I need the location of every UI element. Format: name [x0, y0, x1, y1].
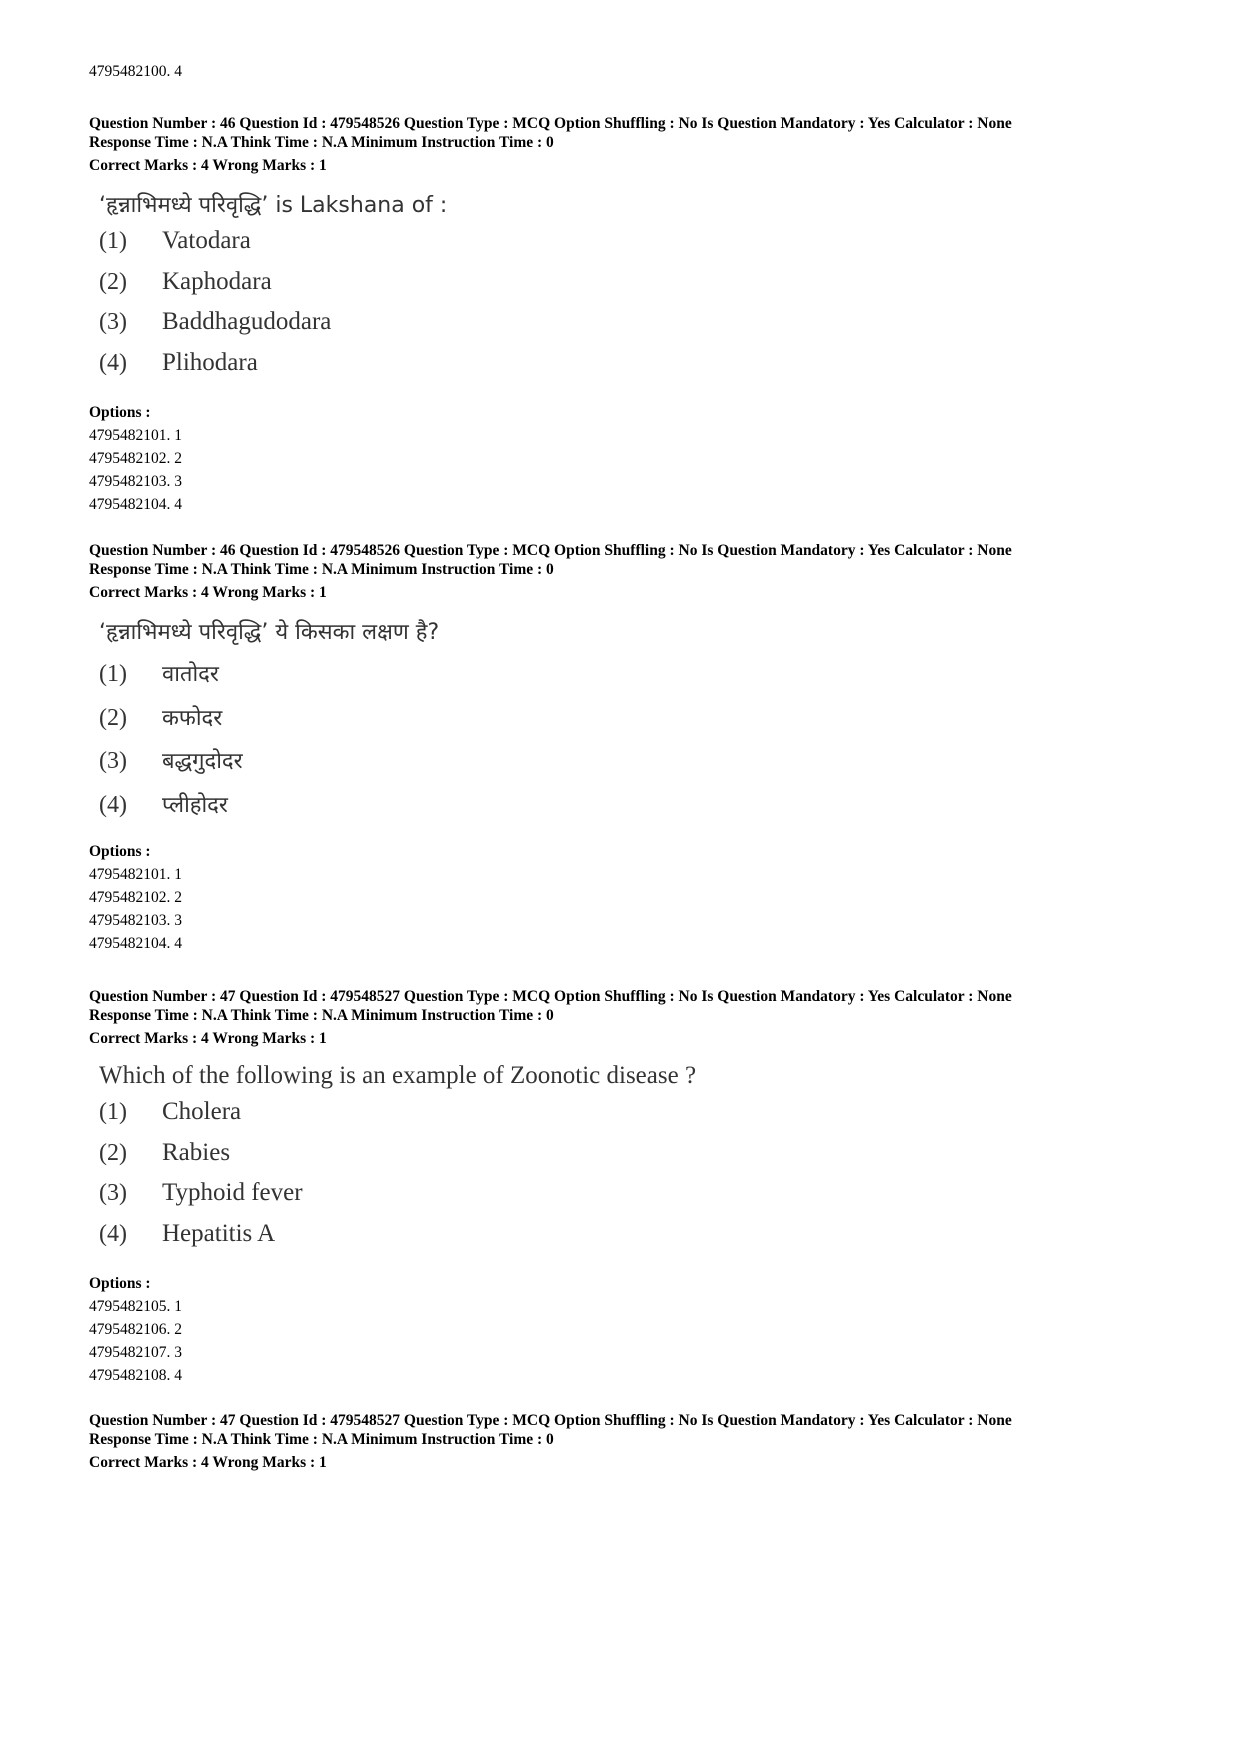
- options-label: Options :: [89, 843, 151, 860]
- choice-text: वातोदर: [162, 662, 219, 687]
- choice-item: [99, 1098, 1012, 1139]
- option-id-line: 4795482106. 2: [89, 1321, 182, 1338]
- option-id-line: 4795482101. 1: [89, 427, 182, 444]
- option-id-line: 4795482101. 1: [89, 866, 182, 883]
- choice-item: [99, 308, 1012, 349]
- question-meta-line: Question Number : 46 Question Id : 479548526 Question Type : MCQ Option Shuffling : No Is Question Mandatory : Yes Calculator : None: [89, 115, 1012, 132]
- question-stem: ‘हृन्नाभिमध्ये परिवृद्धि’ is Lakshana of :: [99, 193, 448, 218]
- question-timing-line: Response Time : N.A Think Time : N.A Minimum Instruction Time : 0: [89, 1431, 554, 1448]
- option-id-line: 4795482102. 2: [89, 889, 182, 906]
- question-meta-line: Question Number : 47 Question Id : 479548527 Question Type : MCQ Option Shuffling : No Is Question Mandatory : Yes Calculator : None: [89, 1412, 1012, 1429]
- choice-text: Hepatitis A: [162, 1219, 276, 1247]
- choice-number: (3): [99, 1180, 127, 1206]
- option-id-line: 4795482104. 4: [89, 935, 182, 952]
- choice-text: बद्धगुदोदर: [162, 749, 243, 774]
- choice-item: [99, 702, 1012, 746]
- choice-item: [99, 268, 1012, 309]
- option-id-line: 4795482105. 1: [89, 1298, 182, 1315]
- choice-number: (2): [99, 1139, 127, 1166]
- options-label: Options :: [89, 404, 151, 421]
- choice-number: (2): [99, 268, 127, 295]
- choice-item: [99, 349, 1012, 390]
- choice-item: [99, 789, 1012, 833]
- choice-number: (1): [99, 228, 127, 254]
- choice-item: [99, 227, 1012, 268]
- choice-item: [99, 1179, 1012, 1220]
- choice-item: [99, 745, 1012, 789]
- options-label: Options :: [89, 1275, 151, 1292]
- choice-text: Cholera: [162, 1098, 242, 1125]
- question-meta-line: Question Number : 46 Question Id : 479548526 Question Type : MCQ Option Shuffling : No Is Question Mandatory : Yes Calculator : None: [89, 542, 1012, 559]
- question-block-46-en: [89, 114, 1012, 516]
- choice-text: Rabies: [162, 1138, 231, 1166]
- choice-text: Typhoid fever: [162, 1179, 303, 1206]
- question-timing-line: Response Time : N.A Think Time : N.A Minimum Instruction Time : 0: [89, 561, 554, 578]
- question-meta-line: Question Number : 47 Question Id : 479548527 Question Type : MCQ Option Shuffling : No Is Question Mandatory : Yes Calculator : None: [89, 988, 1012, 1005]
- choice-number: (2): [99, 704, 127, 731]
- option-id-line: 4795482107. 3: [89, 1344, 182, 1361]
- choice-number: (1): [99, 661, 127, 687]
- choice-number: (4): [99, 1220, 127, 1247]
- choice-number: (3): [99, 748, 127, 774]
- question-stem: ‘हृन्नाभिमध्ये परिवृद्धि’ ये किसका लक्षण है?: [99, 620, 440, 645]
- question-timing-line: Response Time : N.A Think Time : N.A Minimum Instruction Time : 0: [89, 1007, 554, 1024]
- question-marks-line: Correct Marks : 4 Wrong Marks : 1: [89, 157, 327, 174]
- answer-choices: [99, 1098, 1012, 1260]
- choice-number: (4): [99, 791, 127, 818]
- answer-choices: [99, 227, 1012, 389]
- option-id-line: 4795482103. 3: [89, 473, 182, 490]
- question-timing-line: Response Time : N.A Think Time : N.A Minimum Instruction Time : 0: [89, 134, 554, 151]
- choice-text: कफोदर: [162, 705, 223, 731]
- choice-item: [99, 1220, 1012, 1261]
- question-marks-line: Correct Marks : 4 Wrong Marks : 1: [89, 584, 327, 601]
- choice-text: Plihodara: [162, 348, 258, 376]
- question-stem: Which of the following is an example of Zoonotic disease ?: [99, 1062, 697, 1089]
- previous-option-line: 4795482100. 4: [89, 63, 182, 80]
- option-id-line: 4795482104. 4: [89, 496, 182, 513]
- answer-choices: [99, 658, 1012, 832]
- question-marks-line: Correct Marks : 4 Wrong Marks : 1: [89, 1030, 327, 1047]
- option-id-line: 4795482102. 2: [89, 450, 182, 467]
- choice-text: प्लीहोदर: [162, 792, 228, 818]
- question-block-47-en: [89, 987, 1012, 1387]
- question-marks-line: Correct Marks : 4 Wrong Marks : 1: [89, 1454, 327, 1471]
- choice-item: [99, 1139, 1012, 1180]
- choice-number: (3): [99, 309, 127, 335]
- choice-text: Kaphodara: [162, 267, 272, 295]
- choice-item: [99, 658, 1012, 702]
- option-id-line: 4795482108. 4: [89, 1367, 182, 1384]
- choice-text: Vatodara: [162, 227, 251, 254]
- question-block-46-hi: [89, 541, 1012, 955]
- choice-number: (4): [99, 349, 127, 376]
- option-id-line: 4795482103. 3: [89, 912, 182, 929]
- choice-number: (1): [99, 1099, 127, 1125]
- question-block-47-hi: [89, 1411, 1012, 1472]
- choice-text: Baddhagudodara: [162, 308, 332, 335]
